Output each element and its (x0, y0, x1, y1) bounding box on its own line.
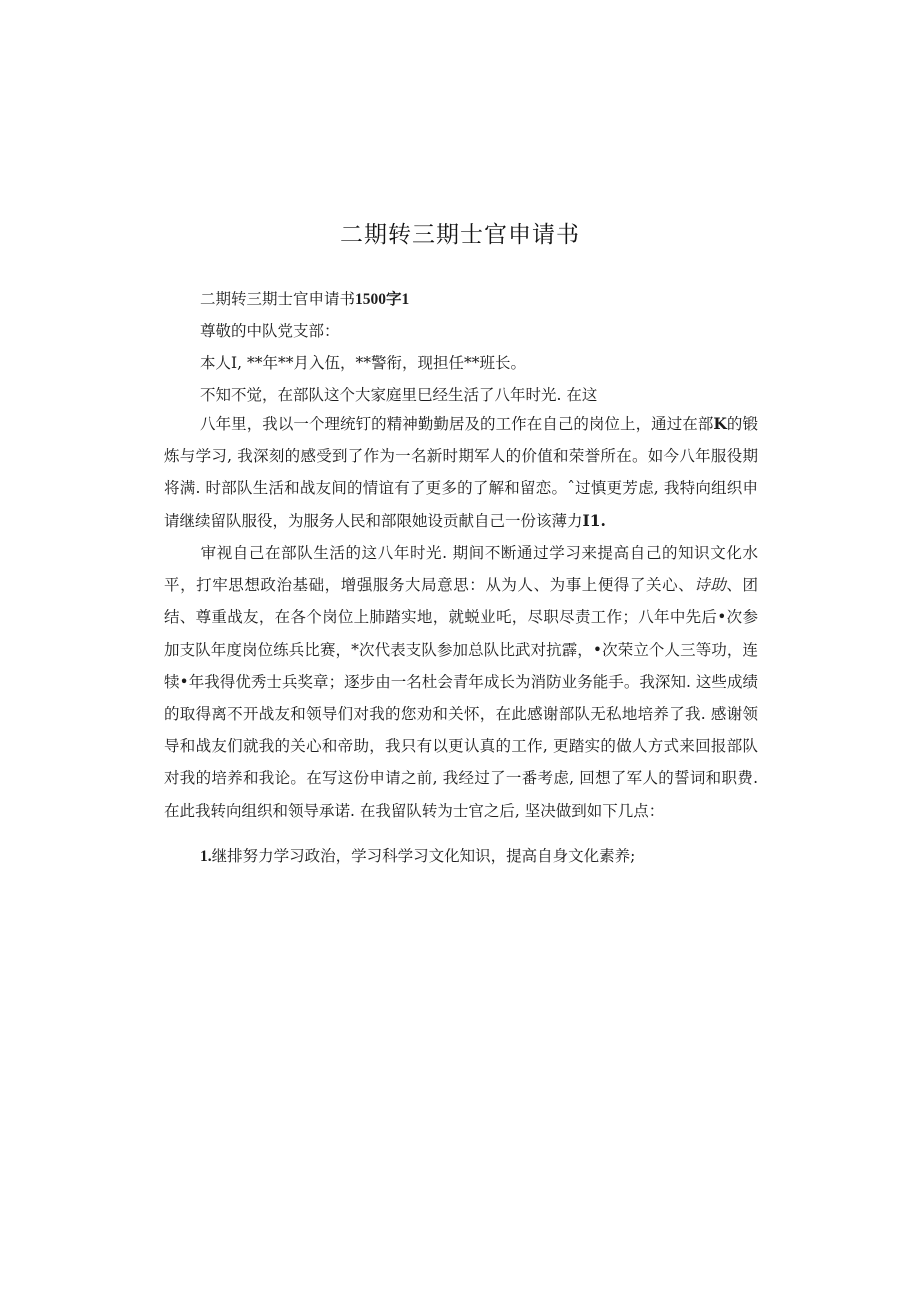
subtitle-text: 二期转三期士官申请书 (200, 290, 356, 308)
list-item-1-number: 1. (200, 848, 212, 865)
p3-italic: 诗助 (694, 576, 727, 595)
list-item-1 (200, 846, 635, 867)
p2-text-b: 的锻炼与学习, 我深刻的感受到了作为一名新时期军人的价值和荣誉所在。如今八年服役期将满. 时部队生活和战友间的情谊有了更多的了解和留恋。ˆ过慎更芳虑, 我特向组织申请继续留队服役，为服务人民和部限她设贡献自己一份该薄力 (164, 415, 758, 530)
document-title: 二期转三期士官申请书 (340, 222, 580, 248)
subtitle-word-count: 1500字1 (355, 291, 410, 308)
salutation: 尊敬的中队党支部： (200, 322, 340, 340)
paragraph-1: 不知不觉，在部队这个大家庭里巳经生活了八年时光. 在这 (200, 386, 598, 404)
list-item-1-text: 继排努力学习政治，学习科学习文化知识，提高自身文化素养; (211, 847, 636, 865)
document-subtitle (200, 289, 409, 310)
intro-line: 本人I, **年**月入伍，**警衔，现担任**班长。 (200, 354, 526, 372)
p3-text-b: 、团结、尊重战友，在各个岗位上肺踏实地，就蜕业吒，尽职尽责工作；八年中先后•次参加支队年度岗位练兵比赛，*次代表支队参加总队比武对抗霹，•次荣立个人三等功，连犊•年我得优秀士兵奖章；逐步由一名杜会青年成长为消防业务能手。我深知. 这些成绩的取得离不开战友和领导们对我的您劝和关怀，在此感谢部队无私地培养了我. 感谢领导和战友们就我的关心和帝助，我只有以更认真的工作, 更踏实的做人方式来回报部队对我的培养和我论。在写这份申请之前, 我经过了一番考虑, 回想了军人的誓词和职费. 在此我转向组织和领导承诺. 在我留队转为士官之后, 坚决做到如下几点： (164, 576, 758, 820)
p2-bold-k: K (713, 414, 727, 433)
paragraph-2 (164, 408, 758, 537)
p2-text-a: 八年里，我以一个理统钉的精神勤勤居及的工作在自己的岗位上，通过在部 (200, 415, 714, 433)
p3-text-a: 审视自己在部队生活的这八年时光. 期间不断通过学习来提高自己的知识文化水平，打牢思想政治基础，增强服务大局意思：从为人、为事上便得了关心、 (164, 544, 758, 595)
p2-bold-end: I1. (582, 510, 606, 530)
paragraph-3 (164, 537, 758, 827)
